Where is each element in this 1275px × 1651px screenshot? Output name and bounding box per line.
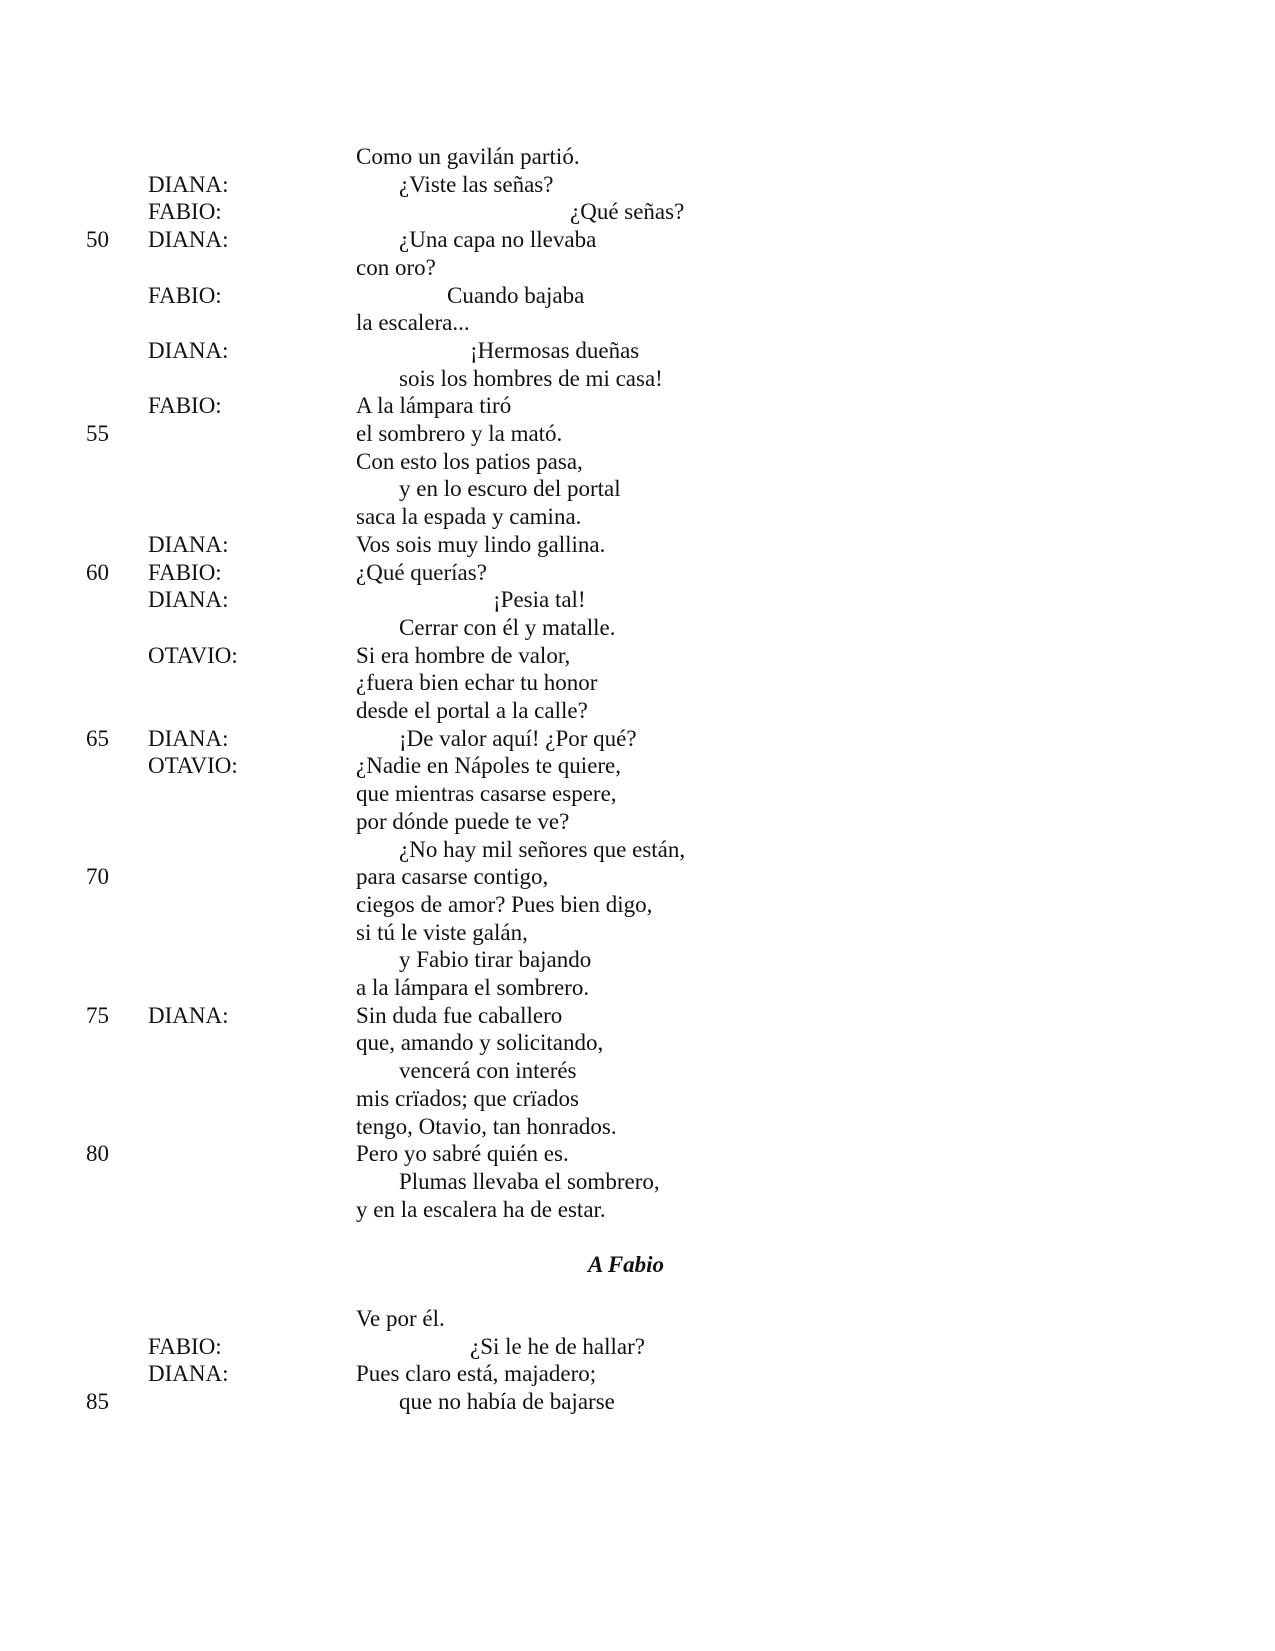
verse-line	[0, 779, 1275, 808]
line-number: 85	[86, 1389, 109, 1415]
verse-text: ciegos de amor? Pues bien digo,	[356, 891, 653, 917]
line-number: 75	[86, 1002, 109, 1028]
verse-text: ¿Si le he de hallar?	[470, 1333, 645, 1359]
verse-text: Vos sois muy lindo gallina.	[356, 531, 606, 557]
verse-text: la escalera...	[356, 310, 470, 336]
verse-text: y en la escalera ha de estar.	[356, 1196, 606, 1222]
speaker-name: DIANA:	[148, 531, 229, 557]
verse-text: Como un gavilán partió.	[356, 144, 580, 169]
verse-text: vencerá con interés	[399, 1058, 577, 1084]
verse-line	[0, 558, 1275, 587]
verse-text: Pues claro está, majadero;	[356, 1361, 597, 1387]
verse-line	[0, 391, 1275, 420]
speaker-name: DIANA:	[148, 587, 229, 613]
verse-line	[0, 502, 1275, 531]
verse-line	[0, 1001, 1275, 1030]
speaker-name: DIANA:	[148, 1361, 229, 1387]
verse-line	[0, 225, 1275, 254]
speaker-name: DIANA:	[148, 171, 229, 197]
verse-text: Ve por él.	[356, 1306, 445, 1331]
speaker-name: DIANA:	[148, 1002, 229, 1028]
verse-line	[0, 751, 1275, 780]
verse-text: y Fabio tirar bajando	[399, 947, 592, 973]
verse-line	[0, 862, 1275, 891]
verse-line	[0, 1056, 1275, 1085]
verse-text: el sombrero y la mató.	[356, 421, 563, 446]
verse-text: ¡Pesia tal!	[493, 587, 586, 613]
verse-line	[0, 890, 1275, 919]
verse-text: por dónde puede te ve?	[356, 808, 570, 834]
verse-text: desde el portal a la calle?	[356, 698, 588, 723]
verse-line	[0, 142, 1275, 171]
speaker-name: DIANA:	[148, 227, 229, 253]
verse-text: tengo, Otavio, tan honrados.	[356, 1113, 617, 1139]
verse-line	[0, 1112, 1275, 1141]
verse-line	[0, 281, 1275, 310]
speaker-name: FABIO:	[148, 282, 222, 308]
verse-line	[0, 1139, 1275, 1168]
verse-line	[0, 447, 1275, 476]
verse-text: y en lo escuro del portal	[399, 476, 621, 502]
verse-line	[0, 918, 1275, 947]
verse-text: que, amando y solicitando,	[356, 1030, 604, 1056]
verse-line	[0, 668, 1275, 697]
speaker-name: FABIO:	[148, 1333, 222, 1359]
verse-text: que mientras casarse espere,	[356, 781, 617, 807]
verse-text: ¿fuera bien echar tu honor	[356, 670, 598, 696]
verse-text: Plumas llevaba el sombrero,	[399, 1168, 660, 1194]
line-number: 55	[86, 421, 109, 446]
speaker-name: OTAVIO:	[148, 642, 238, 668]
verse-line	[0, 1387, 1275, 1416]
verse-line	[0, 585, 1275, 614]
speaker-name: OTAVIO:	[148, 753, 238, 779]
verse-text: para casarse contigo,	[356, 864, 549, 890]
verse-line	[0, 724, 1275, 753]
verse-text: Sin duda fue caballero	[356, 1002, 563, 1028]
verse-line	[0, 253, 1275, 282]
line-number: 70	[86, 864, 109, 890]
verse-text: que no había de bajarse	[399, 1389, 615, 1415]
verse-line	[0, 835, 1275, 864]
line-number: 65	[86, 725, 109, 751]
verse-line	[0, 170, 1275, 199]
verse-line	[0, 1359, 1275, 1388]
verse-line	[0, 1304, 1275, 1333]
verse-line	[0, 973, 1275, 1002]
verse-text: ¡Hermosas dueñas	[470, 337, 640, 363]
stage-direction: A Fabio	[588, 1252, 665, 1277]
verse-text: ¿Viste las señas?	[399, 171, 554, 197]
verse-line	[0, 419, 1275, 448]
verse-line	[0, 1195, 1275, 1224]
verse-text: ¡De valor aquí! ¿Por qué?	[399, 725, 637, 751]
speaker-name: DIANA:	[148, 337, 229, 363]
verse-text: ¿No hay mil señores que están,	[399, 836, 686, 862]
verse-line	[0, 1084, 1275, 1113]
verse-line	[0, 1167, 1275, 1196]
verse-text: Cuando bajaba	[447, 282, 585, 308]
verse-line	[0, 945, 1275, 974]
speaker-name: DIANA:	[148, 725, 229, 751]
verse-text: Cerrar con él y matalle.	[399, 614, 616, 640]
verse-line	[0, 807, 1275, 836]
verse-line	[0, 530, 1275, 559]
verse-line	[0, 696, 1275, 725]
verse-text: a la lámpara el sombrero.	[356, 975, 590, 1000]
verse-line	[0, 308, 1275, 337]
verse-text: ¿Una capa no llevaba	[399, 227, 597, 253]
verse-line	[0, 197, 1275, 226]
verse-line	[0, 1332, 1275, 1361]
speaker-name: FABIO:	[148, 393, 222, 419]
verse-text: A la lámpara tiró	[356, 393, 512, 419]
verse-text: ¿Nadie en Nápoles te quiere,	[356, 753, 622, 779]
verse-text: ¿Qué señas?	[570, 199, 685, 225]
verse-text: si tú le viste galán,	[356, 919, 528, 945]
verse-text: ¿Qué querías?	[356, 559, 487, 585]
verse-text: Con esto los patios pasa,	[356, 448, 583, 474]
verse-text: sois los hombres de mi casa!	[399, 365, 663, 391]
speaker-name: FABIO:	[148, 559, 222, 585]
verse-text: Pero yo sabré quién es.	[356, 1141, 569, 1167]
verse-text: mis crïados; que crïados	[356, 1085, 579, 1111]
line-number: 50	[86, 227, 109, 253]
verse-line	[0, 613, 1275, 642]
verse-line	[0, 474, 1275, 503]
verse-text: Si era hombre de valor,	[356, 642, 571, 668]
verse-line	[0, 1028, 1275, 1057]
verse-text: saca la espada y camina.	[356, 504, 582, 530]
line-number: 80	[86, 1141, 109, 1167]
verse-line	[0, 364, 1275, 393]
verse-text: con oro?	[356, 254, 436, 280]
verse-line	[0, 336, 1275, 365]
speaker-name: FABIO:	[148, 199, 222, 225]
verse-line	[0, 641, 1275, 670]
line-number: 60	[86, 559, 109, 585]
